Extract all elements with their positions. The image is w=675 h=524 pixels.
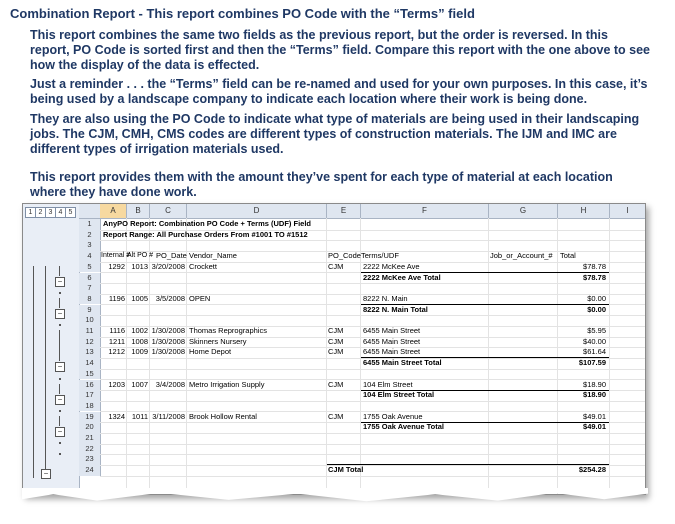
cell-internal[interactable]: 1211 <box>108 336 125 346</box>
cell-po-date[interactable]: 3/20/2008 <box>151 261 185 271</box>
row-header[interactable]: 8 <box>79 294 101 305</box>
cell-terms[interactable]: 8222 N. Main <box>363 293 408 303</box>
gridline <box>100 454 645 455</box>
spreadsheet-screenshot <box>22 203 646 495</box>
row-header[interactable]: 1 <box>79 219 101 230</box>
row-header[interactable]: 5 <box>79 262 101 273</box>
gridline <box>100 369 645 370</box>
gridline <box>100 283 645 284</box>
cell-alt-po[interactable]: 1002 <box>131 326 148 335</box>
outline-dot <box>59 410 61 412</box>
cell-po-code[interactable]: CJM <box>328 347 344 357</box>
row-header[interactable]: 19 <box>79 412 101 423</box>
cell-internal[interactable]: 1196 <box>108 293 125 303</box>
outline-bracket-group-1 <box>59 266 60 276</box>
intro-paragraph-3: They are also using the PO Code to indicate what type of materials are being used in their landscaping jobs. The CJM, CMH, CMS codes are different types of construction materials. The IJM and IMC are different types of irrigation materials used. <box>30 112 640 156</box>
collapse-group-5-button[interactable]: − <box>55 427 65 437</box>
row-header[interactable]: 15 <box>79 369 101 380</box>
header-alt-po[interactable]: Alt PO # <box>127 252 154 260</box>
cell-subtotal[interactable]: $107.59 <box>578 358 606 368</box>
collapse-cjm-group-button[interactable]: − <box>41 469 51 479</box>
header-total[interactable]: Total <box>560 251 576 261</box>
row-header[interactable]: 23 <box>79 454 101 465</box>
gridline <box>100 401 645 402</box>
gridline <box>488 218 489 494</box>
header-po-date[interactable]: PO_Date <box>156 251 187 261</box>
cell-vendor[interactable]: Metro Irrigation Supply <box>189 379 265 389</box>
outline-dot <box>59 453 61 455</box>
select-all-corner[interactable] <box>79 204 101 219</box>
cell-po-code[interactable]: CJM <box>328 379 344 389</box>
column-header-c[interactable]: C <box>150 204 187 219</box>
column-header-b[interactable]: B <box>127 204 150 219</box>
cell-internal[interactable]: 1203 <box>108 379 125 389</box>
column-header-f[interactable]: F <box>361 204 489 219</box>
column-header-d[interactable]: D <box>187 204 327 219</box>
gridline <box>100 240 645 241</box>
outline-bracket-level-3 <box>45 266 46 469</box>
cell-subtotal[interactable]: $78.78 <box>583 272 606 282</box>
cell-total[interactable]: $5.95 <box>587 326 606 335</box>
cell-alt-po[interactable]: 1005 <box>131 293 148 303</box>
cell-subtotal[interactable]: $18.90 <box>583 390 606 400</box>
cell-subtotal[interactable]: $49.01 <box>583 422 606 432</box>
row-header[interactable]: 10 <box>79 315 101 326</box>
report-title-cell[interactable]: AnyPO Report: Combination PO Code + Terms (UDF) Field <box>103 219 311 228</box>
cell-po-code[interactable]: CJM <box>328 336 344 346</box>
gridline <box>100 315 645 316</box>
cell-po-date[interactable]: 3/5/2008 <box>155 293 185 303</box>
report-range-cell[interactable]: Report Range: All Purchase Orders From #1001 TO #1512 <box>103 229 308 239</box>
row-header[interactable]: 22 <box>79 444 101 455</box>
column-header-h[interactable]: H <box>558 204 610 219</box>
outline-bracket-level-2 <box>33 266 34 478</box>
cell-po-date[interactable]: 1/30/2008 <box>151 326 185 335</box>
cell-total[interactable]: $49.01 <box>583 411 606 421</box>
row-header[interactable]: 17 <box>79 390 101 401</box>
cell-terms[interactable]: 6455 Main Street <box>363 326 421 335</box>
outline-dot <box>59 292 61 294</box>
cell-alt-po[interactable]: 1013 <box>131 261 148 271</box>
outline-dot <box>59 442 61 444</box>
outline-dot <box>59 378 61 380</box>
row-header[interactable]: 12 <box>79 337 101 348</box>
outline-level-1-button[interactable]: 1 <box>25 207 36 218</box>
intro-paragraph-2: Just a reminder . . . the “Terms” field can be re-named and used for your own purposes. In this case, it’s being used by a landscape company to indicate each location where their work is being done. <box>30 77 648 106</box>
outline-gutter <box>23 204 80 494</box>
row-header[interactable]: 2 <box>79 230 101 241</box>
row-header[interactable]: 3 <box>79 240 101 251</box>
cell-terms-subtotal[interactable]: 1755 Oak Avenue Total <box>363 422 445 432</box>
outline-bracket-group-5 <box>59 416 60 426</box>
cell-internal[interactable]: 1324 <box>108 411 125 421</box>
column-header-g[interactable]: G <box>489 204 558 219</box>
cell-po-date[interactable]: 1/30/2008 <box>151 336 185 346</box>
header-vendor[interactable]: Vendor_Name <box>189 251 237 261</box>
cell-alt-po[interactable]: 1011 <box>131 411 148 421</box>
header-job[interactable]: Job_or_Account_# <box>490 251 553 261</box>
cell-alt-po[interactable]: 1008 <box>131 336 148 346</box>
collapse-group-4-button[interactable]: − <box>55 395 65 405</box>
row-header[interactable]: 20 <box>79 422 101 433</box>
cell-total[interactable]: $18.90 <box>583 379 606 389</box>
cell-vendor[interactable]: Skinners Nursery <box>189 336 247 346</box>
cell-total[interactable]: $78.78 <box>583 261 606 271</box>
outline-bracket-group-2 <box>59 298 60 308</box>
collapse-group-2-button[interactable]: − <box>55 309 65 319</box>
intro-paragraph-1: This report combines the same two fields as the previous report, but the order is reversed. In this report, PO Code is sorted first and then the “Terms” field. Compare this report with the one above to see how the display of the data is effected. <box>30 28 651 72</box>
cell-terms[interactable]: 1755 Oak Avenue <box>363 411 423 421</box>
cell-terms-subtotal[interactable]: 6455 Main Street Total <box>363 358 442 368</box>
collapse-group-1-button[interactable]: − <box>55 277 65 287</box>
row-header[interactable]: 18 <box>79 401 101 412</box>
row-header[interactable]: 13 <box>79 347 101 358</box>
header-internal[interactable]: Internal # <box>101 252 131 260</box>
outline-bracket-group-4 <box>59 384 60 394</box>
cell-po-code[interactable]: CJM <box>328 326 344 335</box>
outline-level-3-button[interactable]: 3 <box>45 207 56 218</box>
cell-subtotal[interactable]: $0.00 <box>587 304 606 314</box>
cell-total[interactable]: $61.64 <box>583 347 606 357</box>
cell-internal[interactable]: 1292 <box>108 261 125 271</box>
header-terms[interactable]: Terms/UDF <box>361 251 399 261</box>
collapse-group-3-button[interactable]: − <box>55 362 65 372</box>
cell-terms-subtotal[interactable]: 104 Elm Street Total <box>363 390 435 400</box>
intro-paragraph-4: This report provides them with the amount they’ve spent for each type of material at each location where they have done work. <box>30 170 613 199</box>
cell-internal[interactable]: 1116 <box>109 326 125 335</box>
gridline <box>326 218 327 494</box>
row-header[interactable]: 4 <box>79 251 101 262</box>
row-header[interactable]: 11 <box>79 326 101 337</box>
cell-terms-subtotal[interactable]: 8222 N. Main Total <box>363 304 428 314</box>
cell-terms[interactable]: 104 Elm Street <box>363 379 413 389</box>
cell-vendor[interactable]: Brook Hollow Rental <box>189 411 257 421</box>
report-section-title: Combination Report - This report combines PO Code with the “Terms” field <box>10 6 475 21</box>
cell-alt-po[interactable]: 1009 <box>131 347 148 357</box>
outline-dot <box>59 324 61 326</box>
row-header[interactable]: 24 <box>79 465 101 476</box>
cell-terms[interactable]: 6455 Main Street <box>363 336 421 346</box>
cell-grand-total[interactable]: $254.28 <box>578 465 606 475</box>
gridline <box>100 444 645 445</box>
cell-terms-subtotal[interactable]: 2222 McKee Ave Total <box>363 272 441 282</box>
column-header-i[interactable]: I <box>610 204 646 219</box>
cell-vendor[interactable]: Crockett <box>189 261 217 271</box>
cell-vendor[interactable]: Thomas Reprographics <box>189 326 267 335</box>
cell-po-date[interactable]: 1/30/2008 <box>151 347 185 357</box>
row-header[interactable]: 16 <box>79 380 101 391</box>
torn-paper-edge <box>22 488 648 502</box>
cell-internal[interactable]: 1212 <box>108 347 125 357</box>
cell-vendor[interactable]: Home Depot <box>189 347 232 357</box>
outline-bracket-group-3 <box>59 330 60 361</box>
gridline <box>100 476 645 477</box>
gridline <box>609 218 610 494</box>
outline-level-2-button[interactable]: 2 <box>35 207 46 218</box>
row-header[interactable]: 7 <box>79 283 101 294</box>
row-header[interactable]: 14 <box>79 358 101 369</box>
column-header-e[interactable]: E <box>327 204 361 219</box>
cell-terms[interactable]: 2222 McKee Ave <box>363 261 420 271</box>
cell-po-code-total[interactable]: CJM Total <box>328 465 364 475</box>
row-header[interactable]: 6 <box>79 273 101 284</box>
cell-po-date[interactable]: 3/4/2008 <box>155 379 185 389</box>
cell-po-code[interactable]: CJM <box>328 261 344 271</box>
cell-po-date[interactable]: 3/11/2008 <box>152 411 185 421</box>
cell-po-code[interactable]: CJM <box>328 411 344 421</box>
cell-total[interactable]: $40.00 <box>583 336 606 346</box>
header-po-code[interactable]: PO_Code <box>328 251 361 261</box>
row-header[interactable]: 9 <box>79 305 101 316</box>
cell-total[interactable]: $0.00 <box>587 293 606 303</box>
cell-alt-po[interactable]: 1007 <box>131 379 148 389</box>
cell-vendor[interactable]: OPEN <box>189 293 211 303</box>
outline-level-4-button[interactable]: 4 <box>55 207 66 218</box>
column-header-a[interactable]: A <box>100 204 127 219</box>
gridline <box>100 433 645 434</box>
cell-terms[interactable]: 6455 Main Street <box>363 347 421 357</box>
outline-level-5-button[interactable]: 5 <box>65 207 76 218</box>
row-header[interactable]: 21 <box>79 433 101 444</box>
